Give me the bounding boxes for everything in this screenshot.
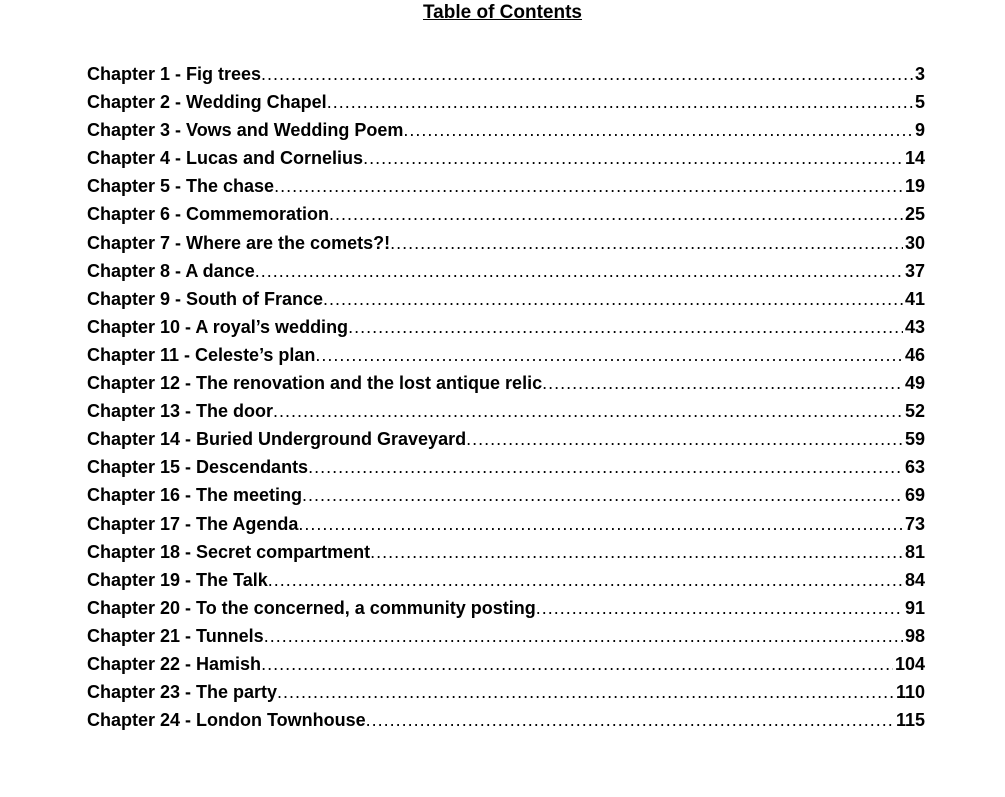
dot-leader <box>390 233 903 254</box>
dot-leader <box>323 289 903 310</box>
toc-entry-label: Chapter 17 - The Agenda <box>87 513 299 534</box>
toc-entry[interactable] <box>87 345 925 373</box>
toc-entry-label: Chapter 12 - The renovation and the lost antique relic <box>87 373 543 394</box>
dot-leader <box>308 457 903 478</box>
toc-entry[interactable] <box>87 570 925 598</box>
dot-leader <box>273 401 903 422</box>
toc-entry[interactable] <box>87 514 925 542</box>
dot-leader <box>366 710 894 731</box>
toc-entry[interactable] <box>87 92 925 120</box>
toc-entry[interactable] <box>87 261 925 289</box>
toc-entry[interactable] <box>87 598 925 626</box>
toc-entry[interactable] <box>87 626 925 654</box>
toc-entry-page-number: 14 <box>904 148 925 169</box>
toc-entry-label: Chapter 14 - Buried Underground Graveyard <box>87 429 467 450</box>
toc-entry[interactable] <box>87 429 925 457</box>
dot-leader <box>466 429 903 450</box>
toc-entry-label: Chapter 11 - Celeste’s plan <box>87 344 316 365</box>
toc-entry-label: Chapter 18 - Secret compartment <box>87 541 371 562</box>
toc-entry-page-number: 110 <box>895 682 925 703</box>
dot-leader <box>536 598 903 619</box>
dot-leader <box>348 317 903 338</box>
toc-entry-label: Chapter 24 - London Townhouse <box>87 710 366 731</box>
toc-entry-label: Chapter 13 - The door <box>87 401 274 422</box>
dot-leader <box>298 514 903 535</box>
toc-entry-page-number: 49 <box>904 373 925 394</box>
toc-entry[interactable] <box>87 204 925 232</box>
dot-leader <box>277 682 894 703</box>
toc-entry[interactable] <box>87 682 925 710</box>
toc-entry-label: Chapter 19 - The Talk <box>87 569 268 590</box>
toc-entry-page-number: 43 <box>904 316 925 337</box>
dot-leader <box>261 64 913 85</box>
toc-entry[interactable] <box>87 233 925 261</box>
toc-entry-label: Chapter 22 - Hamish <box>87 653 262 674</box>
toc-entry[interactable] <box>87 373 925 401</box>
dot-leader <box>264 626 903 647</box>
toc-entry-label: Chapter 4 - Lucas and Cornelius <box>87 148 364 169</box>
toc-entry[interactable] <box>87 401 925 429</box>
toc-entry-page-number: 98 <box>904 625 925 646</box>
toc-entry[interactable] <box>87 654 925 682</box>
dot-leader <box>302 485 903 506</box>
toc-entry-page-number: 73 <box>904 513 925 534</box>
toc-entry-page-number: 37 <box>904 260 925 281</box>
toc-entry[interactable] <box>87 148 925 176</box>
toc-list <box>87 64 925 738</box>
toc-entry-label: Chapter 23 - The party <box>87 682 278 703</box>
toc-entry-label: Chapter 16 - The meeting <box>87 485 303 506</box>
toc-title: Table of Contents <box>422 2 583 23</box>
toc-entry[interactable] <box>87 176 925 204</box>
toc-entry[interactable] <box>87 64 925 92</box>
dot-leader <box>370 542 903 563</box>
toc-entry-page-number: 91 <box>904 597 925 618</box>
toc-entry-page-number: 30 <box>904 232 925 253</box>
toc-entry[interactable] <box>87 710 925 738</box>
dot-leader <box>315 345 903 366</box>
toc-entry-label: Chapter 20 - To the concerned, a community posting <box>87 597 536 618</box>
toc-entry-label: Chapter 8 - A dance <box>87 260 255 281</box>
toc-entry-page-number: 69 <box>904 485 925 506</box>
toc-entry-page-number: 115 <box>895 710 925 731</box>
toc-entry-label: Chapter 9 - South of France <box>87 288 324 309</box>
toc-entry-page-number: 46 <box>904 344 925 365</box>
toc-entry-page-number: 84 <box>904 569 925 590</box>
dot-leader <box>403 120 913 141</box>
toc-entry-label: Chapter 1 - Fig trees <box>87 64 262 84</box>
dot-leader <box>329 204 903 225</box>
toc-entry-page-number: 63 <box>904 457 925 478</box>
toc-entry-label: Chapter 5 - The chase <box>87 176 275 197</box>
toc-entry-page-number: 5 <box>914 92 925 113</box>
toc-entry[interactable] <box>87 457 925 485</box>
toc-entry[interactable] <box>87 120 925 148</box>
toc-entry-label: Chapter 2 - Wedding Chapel <box>87 92 327 113</box>
toc-entry-page-number: 52 <box>904 401 925 422</box>
dot-leader <box>261 654 893 675</box>
toc-entry-label: Chapter 3 - Vows and Wedding Poem <box>87 120 404 141</box>
toc-entry-label: Chapter 15 - Descendants <box>87 457 309 478</box>
toc-entry-label: Chapter 10 - A royal’s wedding <box>87 316 349 337</box>
toc-entry-page-number: 104 <box>894 653 925 674</box>
dot-leader <box>274 176 903 197</box>
dot-leader <box>542 373 903 394</box>
dot-leader <box>268 570 903 591</box>
toc-entry-label: Chapter 6 - Commemoration <box>87 204 330 225</box>
toc-entry-label: Chapter 21 - Tunnels <box>87 625 264 646</box>
toc-entry[interactable] <box>87 485 925 513</box>
toc-entry-label: Chapter 7 - Where are the comets?! <box>87 232 391 253</box>
toc-entry[interactable] <box>87 317 925 345</box>
toc-entry-page-number: 41 <box>904 288 925 309</box>
toc-entry-page-number: 25 <box>904 204 925 225</box>
toc-entry-page-number: 19 <box>904 176 925 197</box>
toc-entry[interactable] <box>87 289 925 317</box>
toc-entry[interactable] <box>87 542 925 570</box>
toc-entry-page-number: 59 <box>904 429 925 450</box>
dot-leader <box>327 92 913 113</box>
toc-entry-page-number: 81 <box>904 541 925 562</box>
dot-leader <box>363 148 903 169</box>
toc-entry-page-number: 3 <box>914 64 925 84</box>
toc-entry-page-number: 9 <box>914 120 925 141</box>
dot-leader <box>255 261 903 282</box>
